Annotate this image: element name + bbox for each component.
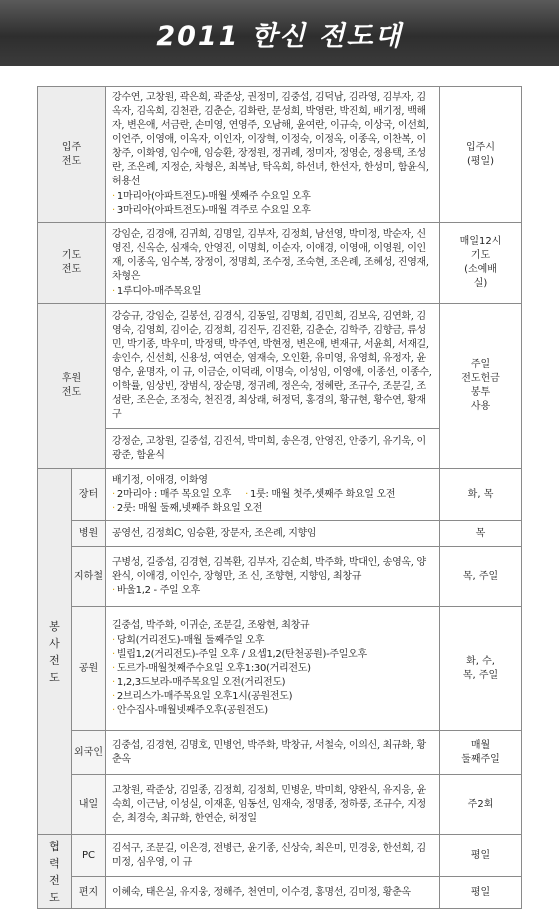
row-huwon	[38, 304, 522, 429]
schedule-cell: 평일	[440, 877, 522, 909]
schedule-note: · 3마리아(아파트전도)-매월 격주로 수요일 오후	[112, 205, 311, 216]
schedule-note: · 당회(거리전도)-매월 둘째주일 오후	[112, 635, 265, 646]
schedule-note: · 2룻: 매월 둘째,넷째주 화요일 오전	[112, 502, 263, 514]
schedule-note: · 1,2,3드보라-매주목요일 오전(거리전도)	[112, 677, 286, 688]
schedule-note: · 1마리아(아파트전도)-매월 셋째주 수요일 오후	[112, 191, 311, 202]
names: 공영선, 김정희C, 임승환, 장문자, 조은례, 지향임	[112, 527, 317, 539]
schedule-cell: 입주시 (평일)	[440, 87, 522, 223]
member-list	[106, 835, 440, 877]
member-list	[106, 607, 440, 731]
subcategory-label: 공원	[72, 607, 106, 731]
schedule-cell: 목, 주일	[440, 547, 522, 607]
subcategory-label: 지하철	[72, 547, 106, 607]
row-naeil	[38, 775, 522, 835]
schedule-cell: 목	[440, 521, 522, 547]
schedule-cell: 매월 둘째주일	[440, 731, 522, 775]
names: 배기정, 이애경, 이화영	[112, 474, 208, 486]
member-list	[106, 223, 440, 304]
member-list	[106, 87, 440, 223]
names: 길중섭, 박주화, 이귀순, 조문길, 조왕현, 최창규	[112, 620, 310, 631]
category-label: 기도 전도	[38, 223, 106, 304]
row-gido	[38, 223, 522, 304]
schedule-cell: 평일	[440, 835, 522, 877]
schedule-note: · 빌립1,2(거리전도)-주일 오후 / 요셉1,2(탄천공원)-주일오후	[112, 649, 367, 660]
category-label: 입주 전도	[38, 87, 106, 223]
row-oegugin	[38, 731, 522, 775]
subcategory-label: 병원	[72, 521, 106, 547]
member-list	[106, 469, 440, 521]
subcategory-label: 내일	[72, 775, 106, 835]
row-gongwon	[38, 607, 522, 731]
schedule-cell: 매일12시 기도 (소예배 실)	[440, 223, 522, 304]
member-list	[106, 521, 440, 547]
category-label: 협 력 전 도	[38, 835, 72, 909]
schedule-cell: 화, 목	[440, 469, 522, 521]
names: 강수연, 고창원, 곽은희, 곽준상, 권정미, 김중섭, 김덕남, 김라영, 김부자, 김옥자, 김옥희, 김천관, 김춘순, 김화란, 문성희, 박영란, 박진희, 배기정, 백해자, 변은애, 서금란, 손미영, 연영주, 오남해, 윤여란, 이규숙, 이상국, 이선희, 이언주, 이영애, 이옥자, 이인자, 이장혁, 이정숙, 이정옥, 이종옥, 이찬복, 이창주, 이화영, 임수애, 임승환, 장정원, 정귀례, 정미자, 정영순, 정용택, 조성란, 조은례, 지정순, 차형은, 최복남, 탁옥희, 하선녀, 한선자, 한성미, 함윤식, 허용선	[112, 92, 429, 187]
subcategory-label: 편지	[72, 877, 106, 909]
subcategory-label: 외국인	[72, 731, 106, 775]
names: 강승규, 강임순, 길봉선, 김경식, 김동일, 김명희, 김민희, 김보옥, 김연화, 김영숙, 김영희, 김이순, 김정희, 김진두, 김진환, 김춘순, 김학주, 김향금, 류성민, 박기종, 박우미, 박정택, 박주연, 박현정, 변은애, 변재규, 서윤희, 서재길, 송인수, 신선희, 신용성, 여연순, 염재숙, 오인환, 유미영, 유영희, 유정자, 윤영수, 윤명자, 이 규, 이금순, 이덕래, 이명숙, 이성임, 이영애, 이종선, 이종수, 이학률, 임상빈, 장범식, 장순명, 정귀례, 정은숙, 정혜란, 조규수, 조문길, 조성란, 조은순, 조정숙, 천진경, 최상래, 허정덕, 홍경의, 황규현, 황수연, 황재구	[112, 311, 432, 420]
member-list	[106, 731, 440, 775]
row-jangteo	[38, 469, 522, 521]
title-banner	[0, 0, 559, 66]
schedule-note-pair: · 2마리아 : 매주 목요일 오후 · 1룻: 매월 첫주,셋째주 화요일 오전	[112, 488, 396, 500]
schedule-note: · 1루디아-매주목요일	[112, 285, 202, 297]
names: 강임순, 김경애, 김귀희, 김명일, 김부자, 김정희, 남선영, 박미정, 박순자, 신영진, 신옥순, 심재숙, 안영진, 이명희, 이순자, 이애경, 이영애, 이영원, 이인재, 이종옥, 임수복, 장정이, 정명희, 조수정, 조숙현, 조은례, 조혜성, 진영재, 차형은	[112, 228, 429, 282]
evangelism-table	[37, 86, 522, 909]
member-list	[106, 877, 440, 909]
names: 김석구, 조문길, 이은경, 전병근, 윤기종, 신상숙, 최은미, 민경웅, 한선희, 김미정, 심우영, 이 규	[112, 842, 426, 868]
schedule-note: · 2브리스가-매주목요일 오후1시(공원전도)	[112, 691, 293, 702]
member-list	[106, 547, 440, 607]
category-label: 봉 사 전 도	[38, 469, 72, 835]
member-list	[106, 429, 440, 469]
names: 구병성, 길중섭, 김경현, 김복환, 김부자, 김순희, 박주화, 박대인, 송영옥, 양완식, 이애경, 이인수, 장형만, 조 신, 조향현, 지향임, 최창규	[112, 556, 426, 582]
schedule-note: · 도르가-매월첫째주수요일 오후1:30(거리전도)	[112, 663, 311, 674]
row-jihacheol	[38, 547, 522, 607]
row-pyeonji	[38, 877, 522, 909]
member-list	[106, 304, 440, 429]
schedule-note: · 안수집사-매월넷째주오후(공원전도)	[112, 705, 268, 716]
schedule-cell: 주2회	[440, 775, 522, 835]
category-label: 후원 전도	[38, 304, 106, 469]
row-pc	[38, 835, 522, 877]
schedule-cell: 주일 전도헌금 봉투 사용	[440, 304, 522, 469]
names: 이혜숙, 태은실, 유지웅, 정해주, 천연미, 이수경, 홍명선, 김미정, 황춘옥	[112, 886, 411, 898]
names: 고창원, 곽준상, 김일종, 김정희, 김정희, 민병운, 박미희, 양완식, 유지응, 윤숙희, 이근남, 이성실, 이재훈, 임동선, 임재숙, 정명종, 정하풍, 조규수, 지정순, 최경숙, 최규화, 한연순, 허정일	[112, 784, 426, 824]
page-title: 2011 한신 전도대	[156, 20, 403, 52]
subcategory-label: 장터	[72, 469, 106, 521]
subcategory-label: PC	[72, 835, 106, 877]
schedule-cell: 화, 수, 목, 주일	[440, 607, 522, 731]
member-list	[106, 775, 440, 835]
schedule-note: · 바울1,2 - 주일 오후	[112, 584, 201, 596]
row-ipju	[38, 87, 522, 223]
names: 강정순, 고창원, 길중섭, 김진석, 박미희, 송은경, 안영진, 안중기, 유기욱, 이광준, 함윤식	[112, 435, 426, 461]
names: 김중섭, 김경현, 김명호, 민병언, 박주화, 박창규, 서철숙, 이의신, 최규화, 황춘옥	[112, 739, 426, 765]
row-byeongwon	[38, 521, 522, 547]
